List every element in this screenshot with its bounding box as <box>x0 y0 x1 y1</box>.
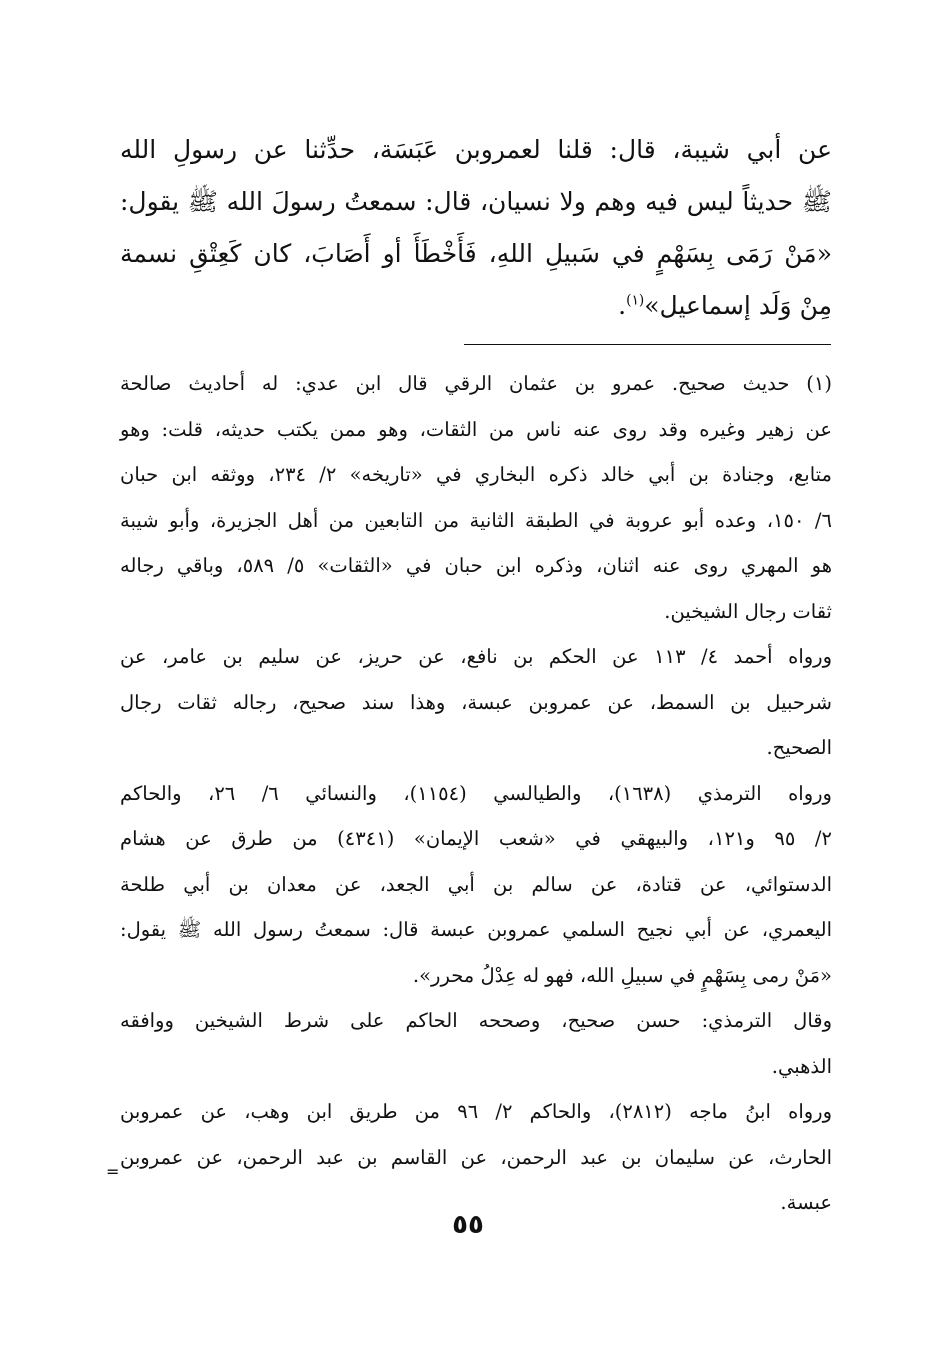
footnote-line: ورواه الترمذي (١٦٣٨)، والطيالسي (١١٥٤)، والنسائي ٦/ ٢٦، والحاكم <box>120 781 832 805</box>
page-number: ٥٥ <box>452 1210 484 1240</box>
footnote-line: (١) حديث صحيح. عمرو بن عثمان الرقي قال ابن عدي: له أحاديث صالحة <box>120 372 832 395</box>
footnote-paragraph <box>120 998 832 1089</box>
main-text-line: «مَنْ رَمَى بِسَهْمٍ في سَبيلِ اللهِ، فَأَخْطَأَ أو أَصَابَ، كان كَعِتْقِ نسمة <box>120 239 832 268</box>
footnote-line: ٢/ ٩٥ و١٢١، والبيهقي في «شعب الإيمان» (٤٣٤١) من طرق عن هشام <box>120 827 832 850</box>
footnote-paragraph <box>120 771 832 999</box>
footnote-line: شرحبيل بن السمط، عن عمروبن عبسة، وهذا سند صحيح، رجاله ثقات رجال <box>120 690 832 714</box>
footnote-separator <box>464 344 831 345</box>
footnote-line: الدستوائي، عن قتادة، عن سالم بن أبي الجعد، عن معدان بن أبي طلحة <box>120 872 832 896</box>
footnote-line: الصحيح. <box>766 736 832 759</box>
end-punctuation: . <box>618 291 627 320</box>
footnote-line: الحارث، عن سليمان بن عبد الرحمن، عن القاسم بن عبد الرحمن، عن عمروبن <box>120 1145 832 1169</box>
footnote-line: ورواه ابنُ ماجه (٢٨١٢)، والحاكم ٢/ ٩٦ من طريق ابن وهب، عن عمروبن <box>120 1100 832 1123</box>
footnote-paragraph <box>120 361 832 634</box>
main-text-line: عن أبي شيبة، قال: قلنا لعمروبن عَبَسَة، حدِّثنا عن رسولِ الله <box>120 135 832 164</box>
footnote-line: وقال الترمذي: حسن صحيح، وصححه الحاكم على شرط الشيخين ووافقه <box>120 1009 832 1032</box>
continuation-mark: = <box>106 1162 120 1181</box>
footnote-line: الذهبي. <box>771 1054 832 1078</box>
footnote-line: «مَنْ رمى بِسَهْمٍ في سبيلِ الله، فهو له عِدْلُ محرر». <box>412 963 832 987</box>
footnote-line: اليعمري، عن أبي نجيح السلمي عمروبن عبسة قال: سمعتُ رسول الله ﷺ يقول: <box>120 918 832 941</box>
footnote-line: عبسة. <box>780 1191 832 1214</box>
footnote-line: متابع، وجنادة بن أبي خالد ذكره البخاري في «تاريخه» ٢/ ٢٣٤، ووثقه ابن حبان <box>120 463 832 486</box>
footnotes <box>120 361 832 1226</box>
main-text-line: ﷺ حديثاً ليس فيه وهم ولا نسيان، قال: سمعتُ رسولَ الله ﷺ يقول: <box>120 187 832 216</box>
footnote-line: ٦/ ١٥٠، وعده أبو عروبة في الطبقة الثانية من التابعين من أهل الجزيرة، وأبو شيبة <box>120 508 832 532</box>
footnote-line: ورواه أحمد ٤/ ١١٣ عن الحكم بن نافع، عن حريز، عن سليم بن عامر، عن <box>120 645 832 668</box>
main-text-line-final <box>120 280 832 332</box>
footnote-line: هو المهري روى عنه اثنان، وذكره ابن حبان في «الثقات» ٥/ ٥٨٩، وباقي رجاله <box>120 554 833 577</box>
footnote-line: ثقات رجال الشيخين. <box>664 599 832 623</box>
main-text <box>120 124 832 332</box>
main-text-line: مِنْ وَلَد إسماعيل» <box>644 291 832 320</box>
footnote-reference: (١) <box>626 292 645 309</box>
footnote-paragraph <box>120 634 832 771</box>
footnote-line: عن زهير وغيره وقد روى عنه ناس من الثقات، وهو ممن يكتب حديثه، قلت: وهو <box>120 417 832 441</box>
footnote-paragraph <box>120 1089 832 1226</box>
